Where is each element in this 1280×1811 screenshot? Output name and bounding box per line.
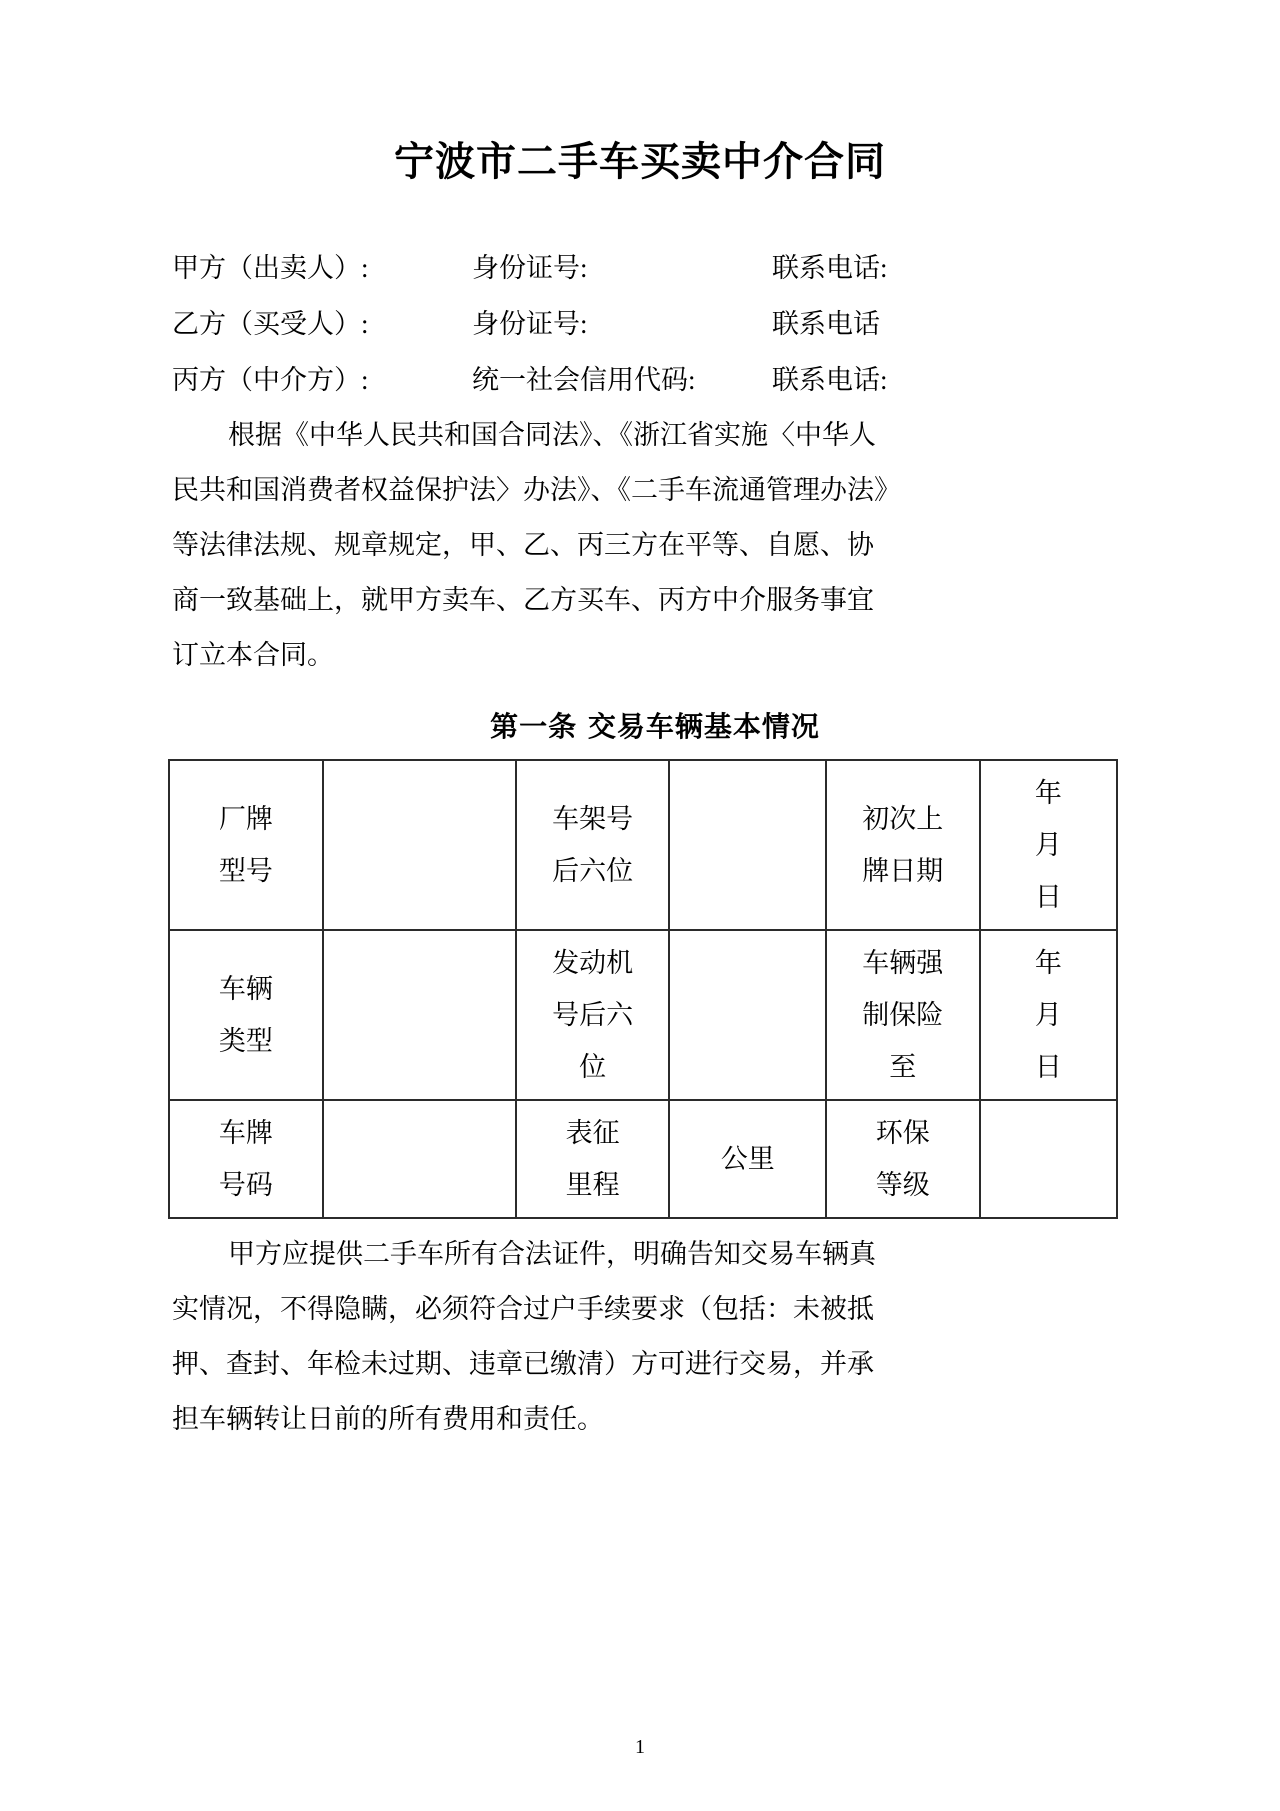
- vehicle-table-wrap: [0, 759, 1280, 1219]
- cell-engine-no-label: 发动机 号后六 位: [516, 930, 670, 1100]
- seller-name-label: 甲方（出卖人）:: [172, 253, 369, 283]
- cell-brand-model-value[interactable]: [323, 760, 516, 930]
- agent-phone-label: 联系电话:: [772, 365, 888, 395]
- page-title: 宁波市二手车买卖中介合同: [394, 139, 886, 185]
- cell-first-plate-date-label: 初次上 牌日期: [826, 760, 980, 930]
- preamble-line: 民共和国消费者权益保护法〉办法》、《二手车流通管理办法》: [172, 475, 901, 505]
- preamble-paragraph: [0, 408, 1280, 683]
- cell-vehicle-type-label: 车辆 类型: [169, 930, 323, 1100]
- cell-brand-model-label: 厂牌 型号: [169, 760, 323, 930]
- table-row: [169, 760, 1117, 930]
- cell-compulsory-insurance-label: 车辆强 制保险 至: [826, 930, 980, 1100]
- preamble-line: 订立本合同。: [172, 640, 334, 670]
- preamble-line: 根据《中华人民共和国合同法》、《浙江省实施〈中华人: [228, 420, 876, 450]
- closing-line: 甲方应提供二手车所有合法证件，明确告知交易车辆真: [228, 1239, 876, 1269]
- parties-block: [0, 240, 1280, 408]
- cell-vin-value[interactable]: [669, 760, 825, 930]
- page-number: 1: [635, 1736, 645, 1758]
- cell-plate-no-label: 车牌 号码: [169, 1100, 323, 1218]
- cell-engine-no-value[interactable]: [669, 930, 825, 1100]
- cell-vin-label: 车架号 后六位: [516, 760, 670, 930]
- cell-emission-standard-value[interactable]: [980, 1100, 1117, 1218]
- table-row: [169, 930, 1117, 1100]
- vehicle-info-table: [168, 759, 1118, 1219]
- closing-paragraph: [0, 1219, 1280, 1447]
- party-row-seller: [172, 240, 1140, 296]
- cell-compulsory-insurance-value[interactable]: 年 月 日: [980, 930, 1117, 1100]
- preamble-line: 等法律法规、规章规定，甲、乙、丙三方在平等、自愿、协: [172, 530, 874, 560]
- closing-line: 实情况，不得隐瞒，必须符合过户手续要求（包括：未被抵: [172, 1294, 874, 1324]
- agent-credit-code-label: 统一社会信用代码:: [472, 365, 696, 395]
- seller-phone-label: 联系电话:: [772, 253, 888, 283]
- table-row: [169, 1100, 1117, 1218]
- cell-mileage-unit: 公里: [669, 1100, 825, 1218]
- closing-line: 担车辆转让日前的所有费用和责任。: [172, 1404, 604, 1434]
- cell-first-plate-date-value[interactable]: 年 月 日: [980, 760, 1117, 930]
- preamble-line: 商一致基础上，就甲方卖车、乙方买车、丙方中介服务事宜: [172, 585, 874, 615]
- buyer-name-label: 乙方（买受人）:: [172, 309, 369, 339]
- cell-emission-standard-label: 环保 等级: [826, 1100, 980, 1218]
- buyer-phone-label: 联系电话: [772, 309, 880, 339]
- cell-mileage-label: 表征 里程: [516, 1100, 670, 1218]
- article-one-heading: 第一条 交易车辆基本情况: [490, 710, 820, 743]
- closing-line: 押、查封、年检未过期、违章已缴清）方可进行交易，并承: [172, 1349, 874, 1379]
- buyer-id-label: 身份证号:: [472, 309, 588, 339]
- seller-id-label: 身份证号:: [472, 253, 588, 283]
- party-row-buyer: [172, 296, 1140, 352]
- cell-plate-no-value[interactable]: [323, 1100, 516, 1218]
- cell-vehicle-type-value[interactable]: [323, 930, 516, 1100]
- agent-name-label: 丙方（中介方）:: [172, 365, 369, 395]
- party-row-agent: [172, 352, 1140, 408]
